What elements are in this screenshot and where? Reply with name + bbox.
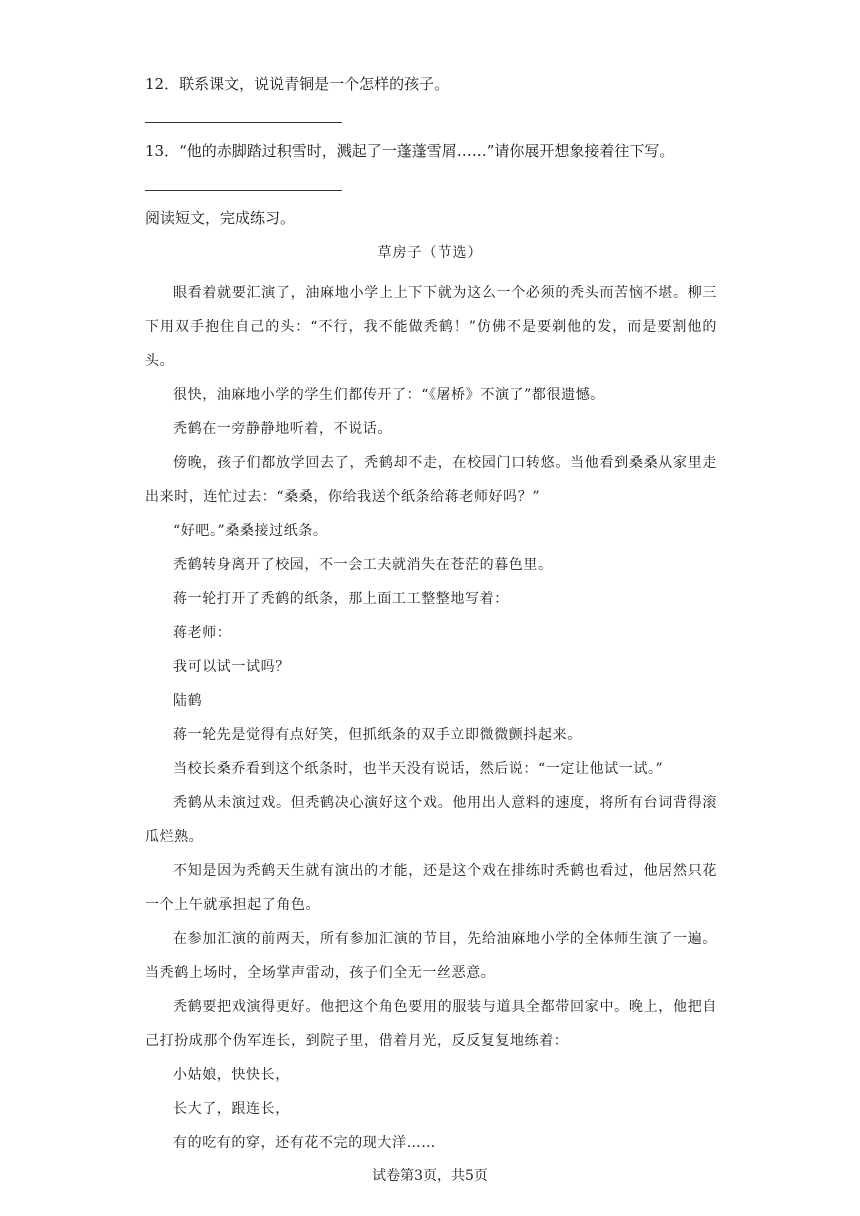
question-12: 12．联系课文，说说青铜是一个怎样的孩子。	[145, 75, 450, 93]
answer-line-12[interactable]	[145, 122, 342, 123]
passage-paragraph: 陆鹤	[173, 693, 203, 709]
passage-paragraph: 不知是因为秃鹤天生就有演出的才能，还是这个戏在排练时秃鹤也看过，他居然只花一个上午就承担起了角色。	[145, 863, 717, 913]
passage-paragraph: 秃鹤在一旁静静地听着，不说话。	[173, 421, 392, 437]
passage-title: 草房子（节选）	[377, 245, 483, 261]
passage-paragraph: 秃鹤转身离开了校园，不一会工夫就消失在苍茫的暮色里。	[173, 557, 553, 573]
passage-paragraph: 眼看着就要汇演了，油麻地小学上上下下就为这么一个必须的秃头而苦恼不堪。柳三下用双手抱住自己的头：“不行，我不能做秃鹤！”仿佛不是要剃他的发，而是要割他的头。	[145, 285, 717, 369]
passage-paragraph: 蒋一轮打开了秃鹤的纸条，那上面工工整整地写着：	[173, 591, 509, 607]
passage-paragraph: 蒋一轮先是觉得有点好笑，但抓纸条的双手立即微微颤抖起来。	[173, 727, 582, 743]
reading-instruction: 阅读短文，完成练习。	[145, 209, 296, 227]
passage-paragraph: 我可以试一试吗？	[173, 659, 290, 675]
passage-paragraph: 秃鹤从未演过戏。但秃鹤决心演好这个戏。他用出人意料的速度，将所有台词背得滚瓜烂熟。	[145, 795, 717, 845]
page-footer: 试卷第3页，共5页	[372, 1168, 488, 1184]
passage-paragraph: 蒋老师：	[173, 625, 232, 641]
passage-paragraph: “好吧。”桑桑接过纸条。	[173, 523, 328, 539]
passage-paragraph: 秃鹤要把戏演得更好。他把这个角色要用的服装与道具全都带回家中。晚上，他把自己打扮成那个伪军连长，到院子里，借着月光，反反复复地练着：	[145, 999, 717, 1049]
question-13: 13．“他的赤脚踏过积雪时，溅起了一蓬蓬雪屑……”请你展开想象接着往下写。	[145, 142, 675, 160]
passage-paragraph: 傍晚，孩子们都放学回去了，秃鹤却不走，在校园门口转悠。当他看到桑桑从家里走出来时，连忙过去：“桑桑，你给我送个纸条给蒋老师好吗？”	[145, 455, 717, 505]
passage-paragraph: 很快，油麻地小学的学生们都传开了：“《屠桥》不演了”都很遗憾。	[173, 387, 605, 403]
passage-body	[145, 276, 717, 1160]
passage-paragraph: 长大了，跟连长，	[173, 1101, 290, 1117]
passage-paragraph: 当校长桑乔看到这个纸条时，也半天没有说话，然后说：“一定让他试一试。”	[173, 761, 664, 777]
passage-paragraph: 有的吃有的穿，还有花不完的现大洋……	[173, 1135, 436, 1151]
passage-paragraph: 小姑娘，快快长，	[173, 1067, 290, 1083]
passage-paragraph: 在参加汇演的前两天，所有参加汇演的节目，先给油麻地小学的全体师生演了一遍。当秃鹤上场时，全场掌声雷动，孩子们全无一丝恶意。	[145, 931, 717, 981]
answer-line-13[interactable]	[145, 190, 342, 191]
